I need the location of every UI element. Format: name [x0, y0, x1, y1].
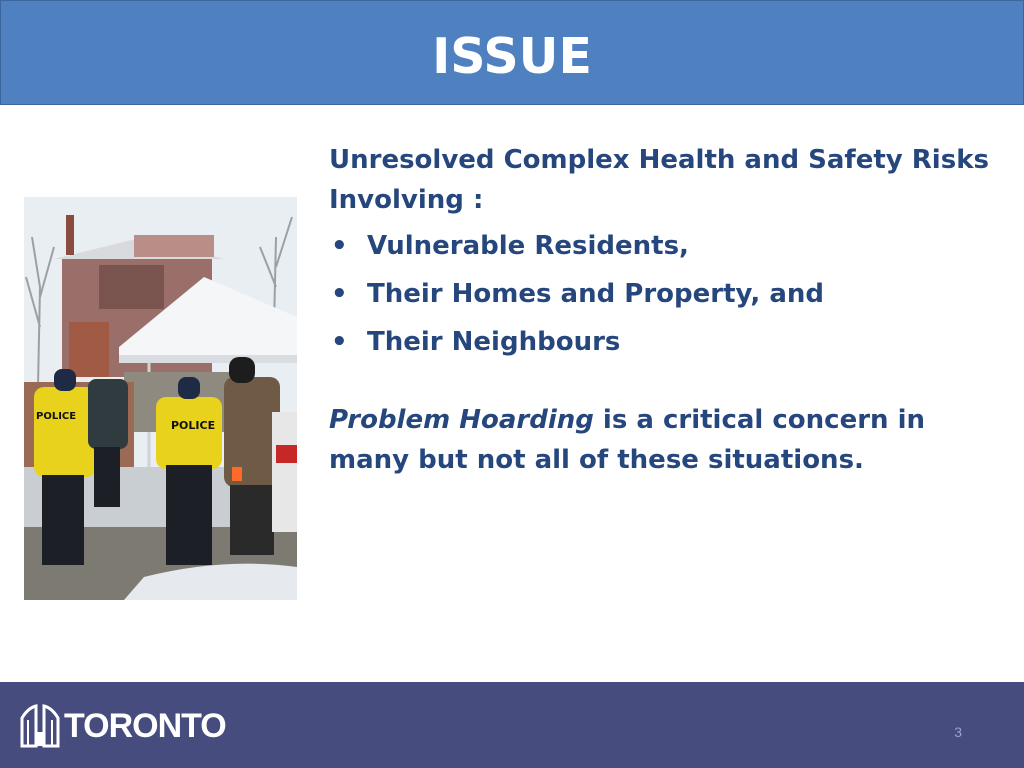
title-bar	[0, 0, 1024, 105]
bullet-text: Vulnerable Residents,	[367, 231, 689, 261]
svg-text:POLICE: POLICE	[171, 419, 216, 432]
bullet-list	[329, 226, 1009, 370]
bullet-text: Their Neighbours	[367, 327, 621, 357]
footer-bar	[0, 682, 1024, 768]
emphasis-text: Problem Hoarding	[329, 405, 594, 435]
bullet-item	[329, 274, 1009, 322]
logo-wordmark: TORONTO	[64, 707, 226, 745]
bullet-item	[329, 226, 1009, 274]
hoarding-statement	[329, 400, 1009, 480]
svg-text:POLICE: POLICE	[36, 411, 77, 422]
toronto-logo	[20, 696, 226, 756]
slide-body	[329, 140, 1009, 480]
bullet-dot: •	[331, 327, 348, 357]
intro-text: Unresolved Complex Health and Safety Risks Involving :	[329, 145, 989, 215]
bullet-dot: •	[331, 231, 348, 261]
bullet-dot: •	[331, 279, 348, 309]
photo-police-at-house	[24, 197, 297, 600]
statement-text: is a critical concern in many but not all of these situations.	[329, 405, 926, 475]
bullet-text: Their Homes and Property, and	[367, 279, 825, 309]
city-hall-icon	[20, 704, 60, 748]
page-number: 3	[954, 724, 962, 740]
bullet-item	[329, 322, 1009, 370]
slide-title: ISSUE	[432, 28, 592, 85]
